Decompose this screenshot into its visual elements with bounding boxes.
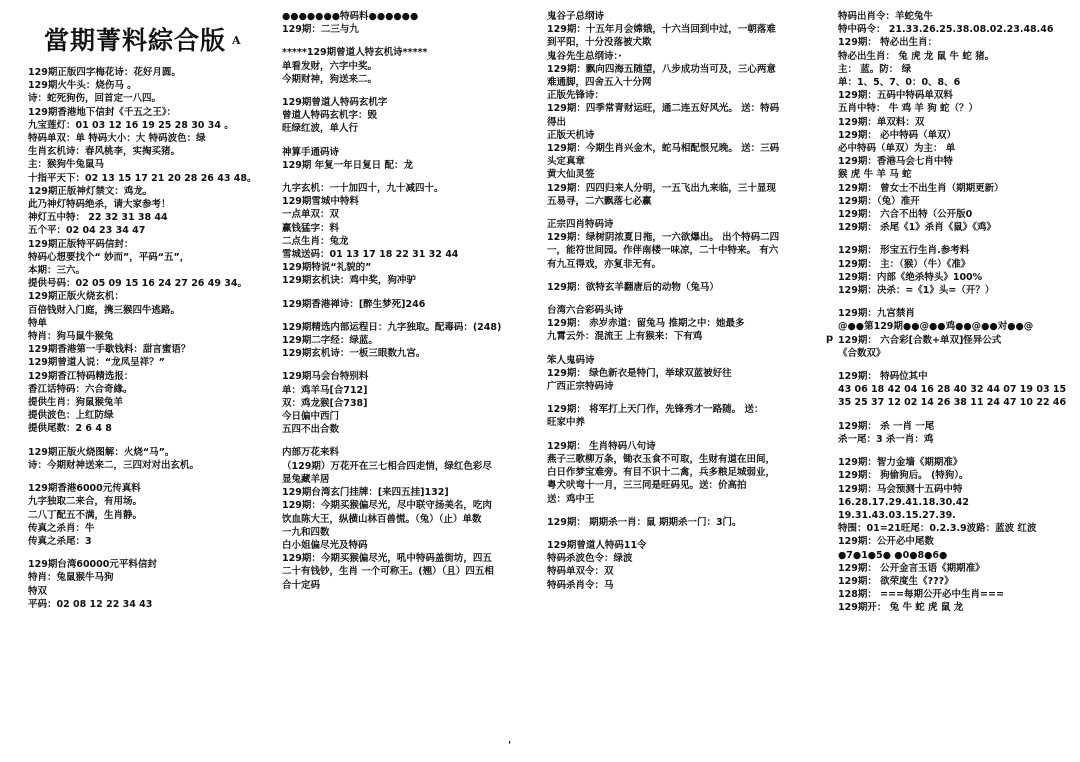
text-line: 难通脚，四舍五入十分网 <box>547 77 652 89</box>
text-line: 129期：十五年月会嫦娥，十六当回到中过，一朝落难 <box>547 24 776 36</box>
text-line: 二八丁配五不满，生肖静。 <box>28 509 143 521</box>
text-line: 白小姐偏尽光及特码 <box>282 539 368 551</box>
text-line: 曾道人特码玄机字：毁 <box>282 110 378 122</box>
text-line: 神灯五中特： 22 32 31 38 44 <box>28 212 168 224</box>
spacer <box>28 436 260 446</box>
text-line: 129期精选内部运程日：九字独取。配毒码：(248) <box>282 321 502 333</box>
text-line: 二点生肖：兔龙 <box>282 235 349 247</box>
text-line: 129期： 必中特码（单双） <box>838 129 957 141</box>
spacer <box>838 297 1070 307</box>
text-line: 19.31.43.03.15.27.39. <box>838 509 956 521</box>
text-line: 35 25 37 12 02 14 26 38 11 24 47 10 22 46 <box>838 397 1067 409</box>
text-line: 特码心想要找个“ 妙而”，平码“五”， <box>28 251 190 263</box>
text-line: 提供生肖：狗鼠猴兔羊 <box>28 397 124 409</box>
text-line: 129期： 生肖特码八句诗 <box>547 440 656 452</box>
edition-mark: A <box>232 34 242 47</box>
text-line: 129期马会台特别料 <box>282 371 369 383</box>
spacer <box>282 360 530 370</box>
text-line: 燕子三歌柳万条，锄衣玉食不可取，生财有道在田间， <box>547 453 776 465</box>
stray-mark-bar: ' <box>508 740 512 751</box>
text-line: 129期： 将军打上天门作，先锋秀才一路随。 送： <box>547 404 764 416</box>
text-line: 特围：01=21旺尾：0.2.3.9波路：蓝波 红波 <box>838 523 1037 535</box>
text-line: 129期：四四归来人分明，一五飞出九来临，三十显现 <box>547 182 776 194</box>
stray-mark-p: p <box>826 333 834 344</box>
text-line: 五肖中特： 牛 鸡 羊 狗 蛇（？） <box>838 103 979 115</box>
text-line: 129期特说“礼貌的” <box>282 262 372 274</box>
spacer <box>838 234 1070 244</box>
text-line: 129期 年复一年日复日 配：龙 <box>282 159 413 171</box>
text-line: 129期：决杀：=《1》头=（开？） <box>838 285 995 297</box>
text-line: 129期：智力金墙《期期准》 <box>838 457 963 469</box>
text-line: *****129期曾道人特玄机诗***** <box>282 47 428 59</box>
spacer <box>282 172 530 182</box>
text-line: 到平阳，十分没落被犬欺 <box>547 37 652 49</box>
text-line: 传真之杀尾：3 <box>28 535 92 547</box>
text-line: 特双 <box>28 585 48 597</box>
text-line: 129期： 形宝五行生肖.参考料 <box>838 245 970 257</box>
text-line: （129期）万花开在三七相合四走悄，绿红色彩尽 <box>282 460 492 472</box>
text-line: 一，能符世间园。作伴南楼一味凉，二十中特来。 有六 <box>547 245 779 257</box>
spacer <box>838 410 1070 420</box>
text-line: 129期香港6000元传真料 <box>28 483 141 495</box>
text-line: 今日偏中西门 <box>282 411 340 423</box>
text-line: 正版先锋诗： <box>547 90 605 102</box>
text-line: 129期曾道人特码玄机字 <box>282 97 388 109</box>
text-line: ●7●1●5● ●0●8●6● <box>838 549 948 561</box>
text-line: 特码单双：单 特码大小：大 特码波色：绿 <box>28 133 206 145</box>
text-line: 129期： 主：（猴）（牛）《准》 <box>838 258 971 270</box>
text-line: 129期：四季常青财运旺，通二连五好风光。 送：特码 <box>547 103 780 115</box>
text-line: 必中特码（单双）为主： 单 <box>838 143 956 155</box>
text-line: 特必出生肖： 兔 虎 龙 鼠 牛 蛇 猪。 <box>838 50 995 62</box>
text-line: 平码：02 08 12 22 34 43 <box>28 598 153 610</box>
text-line: 正宗四肖特码诗 <box>547 219 614 231</box>
text-line: 129期台湾60000元平料信封 <box>28 559 157 571</box>
text-line: 《合数双》 <box>838 347 886 359</box>
text-line: 合十定码 <box>282 579 321 591</box>
column-2 <box>282 10 530 592</box>
text-line: 单看发财，六字中奖。 <box>282 60 378 72</box>
text-line: 129期：九宫禁肖 <box>838 308 915 320</box>
spacer <box>282 136 530 146</box>
text-line: 129期玄机诗：一板三眼数九宫。 <box>282 348 426 360</box>
text-line: 九字玄机：一十加四十，九十减四十。 <box>282 183 444 195</box>
text-line: 五易寻，二六飘落七必赢 <box>547 195 652 207</box>
text-line: 129期正版神灯禁文：鸡龙。 <box>28 185 153 197</box>
text-line: 诗：蛇死狗伤，回首定一八四。 <box>28 93 162 105</box>
text-line: 送：鸡中王 <box>547 493 595 505</box>
text-line: 129期二字经：绿蓝。 <box>282 335 378 347</box>
text-line: 猴 虎 牛 羊 马 蛇 <box>838 169 912 181</box>
text-line: 双：鸡龙猴[合738] <box>282 397 368 409</box>
text-line: 显兔藏羊居 <box>282 473 330 485</box>
text-line: 杀一尾：3 杀一肖：鸡 <box>838 433 934 445</box>
text-line: 诗：今期财神送来二，三四对对出玄机。 <box>28 459 200 471</box>
text-line: 一点单双：双 <box>282 209 340 221</box>
text-line: 129期：公开必中尾数 <box>838 536 934 548</box>
text-line: 129期： 杀尾《1》杀肖《鼠》《鸡》 <box>838 222 996 234</box>
spacer <box>547 344 822 354</box>
text-line: 十指平天下：02 13 15 17 21 20 28 26 43 48。 <box>28 172 257 184</box>
text-line: 百倍钱财入门庭，携三猴四牛逃路。 <box>28 304 181 316</box>
spacer <box>28 548 260 558</box>
text-line: 有九互得戏，亦复非无有。 <box>547 258 662 270</box>
spacer <box>547 506 822 516</box>
text-line: 129期火牛头：烧伤马 。 <box>28 80 137 92</box>
text-line: 九宝莲灯：01 03 12 16 19 25 28 30 34 。 <box>28 119 234 131</box>
text-line: 旺家中养 <box>547 417 586 429</box>
text-line: 九霄云外：混流王 上有猴来：下有鸡 <box>547 331 703 343</box>
text-line: 特码单双令：双 <box>547 566 614 578</box>
text-line: 提供尾数：2 6 4 8 <box>28 423 112 435</box>
spacer <box>838 360 1070 370</box>
text-line: 九字独取二来合，有用场。 <box>28 496 143 508</box>
text-line: 129期曾道人说：“龙凤呈祥？” <box>28 357 165 369</box>
column-3 <box>547 10 822 592</box>
text-line: 粤犬吠弯十一月，三三同是旺码见。送：价高拍 <box>547 480 747 492</box>
text-line: 129期： 欲荣度生《???》 <box>838 575 954 587</box>
text-line: 五个平：02 04 23 34 47 <box>28 225 146 237</box>
text-line: 129期：单双料：双 <box>838 116 925 128</box>
text-line: 129期香港第一手歇钱料：甜言蜜语？ <box>28 344 191 356</box>
text-line: @●●第129期●●@●●鸡●●@●●对●●@ <box>838 321 1034 333</box>
text-line: 129期曾道人特码11令 <box>547 539 647 551</box>
text-line: 鬼谷子总纲诗 <box>547 11 605 22</box>
text-line: 特单 <box>28 317 48 329</box>
spacer <box>838 446 1070 456</box>
text-line: 特中码令： 21.33.26.25.38.08.02.23.48.46 <box>838 24 1054 36</box>
text-line: 129期：飘向四海五随望，八步成功当可及，三心两意 <box>547 63 776 75</box>
text-line: 黄大仙灵签 <box>547 169 595 181</box>
text-line: 单：1、5、7、0：0、8、6 <box>838 77 961 89</box>
spacer <box>282 86 530 96</box>
spacer <box>282 311 530 321</box>
text-line: 129期：今期买猴偏尽光，尽中联守扬美名，吃肉 <box>282 500 492 512</box>
spacer <box>282 288 530 298</box>
spacer <box>547 208 822 218</box>
spacer <box>282 36 530 46</box>
text-line: 传真之杀肖：牛 <box>28 522 95 534</box>
text-line: 台湾六合彩码头诗 <box>547 305 624 317</box>
text-line: 129期：今期买猴偏尽光，吼中特码盖街坊，四五 <box>282 553 492 565</box>
text-line: 129期：绿树阴浓夏日拖，一六欲爆出。 出个特码二四 <box>547 232 780 244</box>
text-line: 129期： 赤岁赤道：留兔马 推期之中：她最多 <box>547 318 745 330</box>
text-line: 129期： 期期杀一肖：鼠 期期杀一门：3门。 <box>547 516 742 528</box>
text-line: 特码杀波色令：绿波 <box>547 553 633 565</box>
text-line: 旺绿红波，单人行 <box>282 123 359 135</box>
text-line: 129期台湾玄门挂牌：[来四五挂]132] <box>282 487 449 499</box>
text-line: 129期： 曾女士不出生肖（期期更新） <box>838 182 1004 194</box>
text-line: 129期： 特必出生肖： <box>838 37 938 49</box>
spacer <box>547 529 822 539</box>
text-line: 此乃神灯特码绝杀，请大家参考！ <box>28 199 171 211</box>
text-line: 鬼谷先生总纲诗：· <box>547 50 622 62</box>
text-line: 今期财神，狗送来二。 <box>282 73 378 85</box>
text-line: 主：猴狗牛兔鼠马 <box>28 159 105 171</box>
text-line: 43 06 18 42 04 16 28 40 32 44 07 19 03 15 <box>838 384 1067 396</box>
text-line: 香江话特码：六合奇緣。 <box>28 383 133 395</box>
text-line: 129期香江特码精选报： <box>28 370 134 382</box>
text-line: 128期： ===每期公开必中生肖=== <box>838 589 1004 601</box>
text-line: 129期：今期生肖兴金木，蛇马相配恨兄晚。 送：三码 <box>547 143 780 155</box>
text-line: 129期玄机诀：鸡中奖，狗冲驴 <box>282 275 416 287</box>
text-line: 特肖：狗马鼠牛猴兔 <box>28 331 114 343</box>
column-4 <box>838 10 1070 615</box>
text-line: 内部万花来料 <box>282 447 340 459</box>
spacer <box>547 393 822 403</box>
text-line: 129期正版特平码信封： <box>28 238 134 250</box>
text-line: 129期：（兔）准开 <box>838 195 920 207</box>
text-line: 主： 蓝。防： 绿 <box>838 63 912 75</box>
text-line: 129期正版四字梅花诗：花好月圆。 <box>28 67 181 78</box>
text-line: 特码杀肖令：马 <box>547 579 614 591</box>
text-line: 129期雪城中特料 <box>282 196 359 208</box>
text-line: 正版天机诗 <box>547 129 595 141</box>
column-1 <box>28 10 260 611</box>
text-line: 129期：马会预测十五码中特 <box>838 483 963 495</box>
text-line: 16.28.17.29.41.18.30.42 <box>838 496 970 508</box>
text-line: 129期正版火烧图解：火烧“马”。 <box>28 446 175 458</box>
text-line: 神算手通码诗 <box>282 146 340 158</box>
text-line: 129期开： 兔 牛 蛇 虎 鼠 龙 <box>838 602 964 614</box>
text-line: 提供号码：02 05 09 15 16 24 27 26 49 34。 <box>28 278 247 290</box>
text-line: 129期：欲特玄羊翻唐后的动物（兔马） <box>547 281 719 293</box>
text-line: 广西正宗特码诗 <box>547 381 614 393</box>
text-line: 本期：三六。 <box>28 265 86 277</box>
text-line: 129期： 杀 一肖 一尾 <box>838 420 935 432</box>
spacer <box>282 436 530 446</box>
text-line: 赢钱猛字：料 <box>282 222 340 234</box>
text-line: 129期： 特码位其中 <box>838 371 928 383</box>
title-text: 當期菁料綜合版 <box>44 26 227 55</box>
text-line: 129期香港禅诗：[醉生梦死]246 <box>282 298 426 310</box>
text-line: 129期香港地下信封《千五之王》： <box>28 106 177 118</box>
text-line: 129期：内部《绝杀特头》100% <box>838 271 983 283</box>
text-line: 129期： 六合不出特（公开版0 <box>838 209 973 221</box>
text-line: 笨人鬼码诗 <box>547 354 595 366</box>
text-line: 特肖：兔鼠猴牛马狗 <box>28 572 114 584</box>
text-line: ●●●●●●●特码料●●●●●● <box>282 11 419 22</box>
text-line: 129期正版火烧玄机： <box>28 291 124 303</box>
text-line: 雪城送码：01 13 17 18 22 31 32 44 <box>282 249 459 261</box>
spacer <box>28 472 260 482</box>
spacer <box>547 271 822 281</box>
text-line: 129期： 公开金言玉语《期期准》 <box>838 562 985 574</box>
text-line: 提供波色：上红防绿 <box>28 410 114 422</box>
text-line: 129期： 绿色新衣是特门，举球双蓝被好往 <box>547 367 732 379</box>
text-line: 一九和四数 <box>282 526 330 538</box>
text-line: 五四不出合数 <box>282 424 340 436</box>
spacer <box>547 294 822 304</box>
text-line: 白日作梦宝难旁。有目不识十二禽，兵多粮足城弱业， <box>547 467 776 479</box>
text-line: 二十有钱钞，生肖 一个可称王。(翘）（且）四五相 <box>282 566 494 578</box>
text-line: 得出 <box>547 116 567 128</box>
text-line: 特码出肖令：羊蛇兔牛 <box>838 11 934 22</box>
text-line: 饮血陈大王，纵横山林百兽慌。（兔）（止）单数 <box>282 513 482 525</box>
text-line: 129期：香港马会七肖中特 <box>838 156 953 168</box>
text-line: 头定真章 <box>547 156 586 168</box>
text-line: 129期：二三与九 <box>282 24 359 36</box>
page-title <box>44 24 260 58</box>
text-line: 129期：五码中特码单双料 <box>838 90 953 102</box>
text-line: 129期： 狗偷狗后。 (特狗）。 <box>838 470 969 482</box>
text-line: 单：鸡羊马[合712] <box>282 384 368 396</box>
text-line: 生肖玄机诗：春风桃李，实掏买猪。 <box>28 146 181 158</box>
spacer <box>547 430 822 440</box>
text-line: 129期： 六合彩[合数+单双]怪异公式 <box>838 334 1002 346</box>
